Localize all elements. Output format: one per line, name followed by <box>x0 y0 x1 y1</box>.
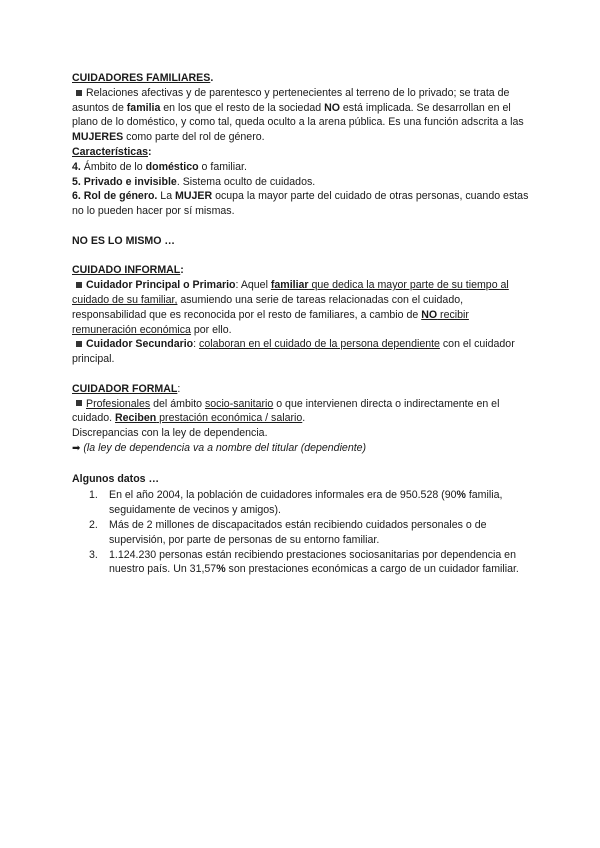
section-title-familiares: CUIDADORES FAMILIARES. <box>72 72 214 84</box>
document-body <box>72 71 534 577</box>
paragraph-cuidador-principal: Cuidador Principal o Primario: Aquel familiar que dedica la mayor parte de su tiempo al cuidado de su familiar, asumiendo una serie de tareas relacionadas con el cuidado, responsabilidad que es reconocida por el resto de familiares, a cambio de NO recibir remuneración económica por ello. <box>72 279 509 336</box>
caracteristica-6: 6. Rol de género. La MUJER ocupa la mayor parte del cuidado de otras personas, cuando estas no lo pueden hacer por sí mismas. <box>72 190 529 218</box>
paragraph-formal: Profesionales del ámbito socio-sanitario o que intervienen directa o indirectamente en el cuidado. Reciben prestación económica / salario. <box>72 397 500 425</box>
square-bullet-icon <box>76 282 82 288</box>
list-item: 2. Más de 2 millones de discapacitados están recibiendo cuidados personales o de supervisión, por parte de personas de su entorno familiar. <box>89 518 487 546</box>
paragraph-cuidador-secundario: Cuidador Secundario: colaboran en el cuidado de la persona dependiente con el cuidador principal. <box>72 338 515 366</box>
section-title-informal: CUIDADO INFORMAL: <box>72 264 184 277</box>
square-bullet-icon <box>76 341 82 347</box>
discrepancias-text: Discrepancias con la ley de dependencia. <box>72 427 268 440</box>
paragraph-familiares: Relaciones afectivas y de parentesco y pertenecientes al terreno de lo privado; se trata de asuntos de familia en los que el resto de la sociedad NO está implicada. Se desarrollan en el plano de lo doméstico, y como tal, queda oculto a la arena pública. Es una función adscrita a las MUJERES como parte del rol de género. <box>72 86 524 144</box>
arrow-right-icon: ➡ <box>72 442 81 454</box>
no-es-lo-mismo-heading: NO ES LO MISMO … <box>72 234 175 247</box>
caracteristica-5: 5. Privado e invisible. Sistema oculto de cuidados. <box>72 175 316 188</box>
caracteristicas-heading: Características: <box>72 145 152 158</box>
list-item: 1. En el año 2004, la población de cuidadores informales era de 950.528 (90% familia, seguidamente de vecinos y amigos). <box>89 489 503 517</box>
square-bullet-icon <box>76 400 82 406</box>
caracteristica-4: 4. Ámbito de lo doméstico o familiar. <box>72 160 247 173</box>
list-item: 3. 1.124.230 personas están recibiendo prestaciones sociosanitarias por dependencia en nuestro país. Un 31,57% son prestaciones económicas a cargo de un cuidador familiar. <box>89 548 519 576</box>
datos-heading: Algunos datos … <box>72 472 160 485</box>
square-bullet-icon <box>76 90 82 96</box>
datos-list <box>72 488 534 577</box>
section-title-formal: CUIDADOR FORMAL: <box>72 382 181 395</box>
nota-ley-dependencia: ➡ (la ley de dependencia va a nombre del titular (dependiente) <box>72 441 367 454</box>
